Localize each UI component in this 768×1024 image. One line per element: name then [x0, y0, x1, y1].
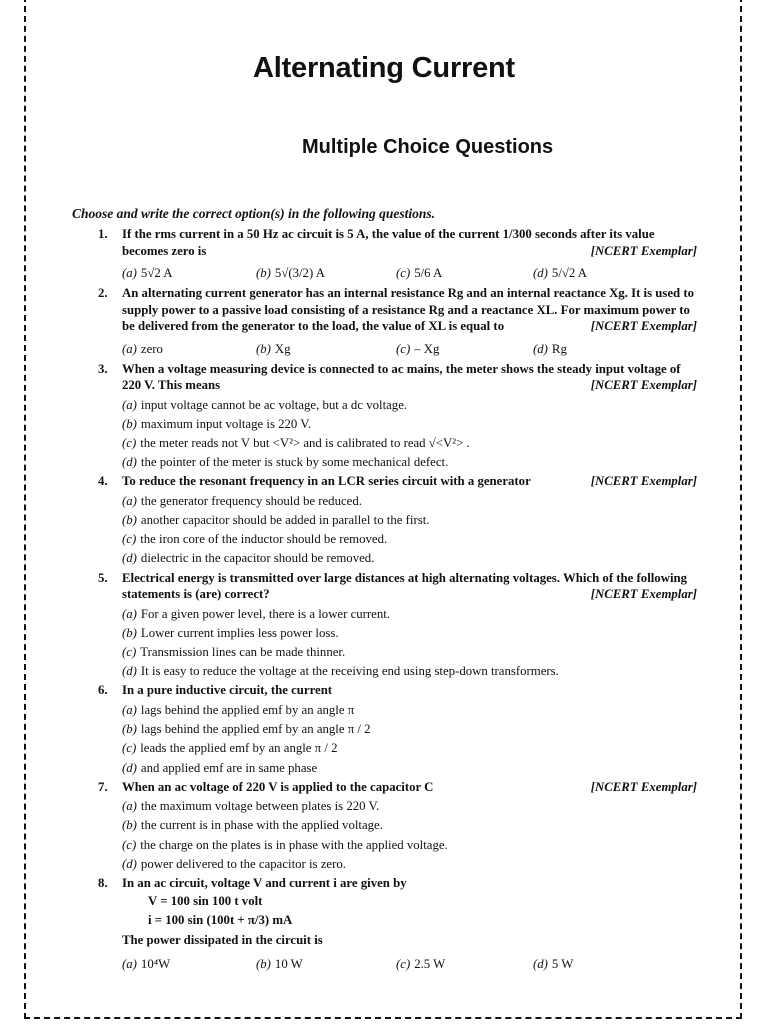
option-text: 5√(3/2) A [274, 266, 325, 280]
option-label: (d) [122, 664, 137, 679]
question-number: 4. [98, 474, 108, 489]
option-label: (b) [256, 266, 271, 280]
option-text: 10 W [274, 956, 303, 971]
options-list [72, 396, 697, 473]
source-tag: [NCERT Exemplar] [590, 779, 697, 794]
option-c[interactable] [122, 434, 697, 453]
option-b[interactable] [122, 624, 697, 643]
question-number: 8. [98, 876, 108, 891]
option-label: (c) [122, 532, 137, 547]
question-number: 2. [98, 286, 108, 300]
option-text: Xg [274, 341, 291, 356]
options-list [72, 797, 697, 874]
options-list [72, 492, 697, 569]
option-label: (b) [256, 341, 271, 356]
option-text: input voltage cannot be ac voltage, but a dc voltage. [140, 397, 408, 412]
option-label: (a) [122, 266, 137, 280]
question-stem [72, 570, 697, 603]
question-number: 3. [98, 361, 108, 376]
question-stem [72, 779, 697, 796]
option-c[interactable] [396, 955, 533, 973]
question-text: When a voltage measuring device is connected to ac mains, the meter shows the steady input voltage of 220 V. This means [122, 361, 681, 392]
option-text: leads the applied emf by an angle π / 2 [140, 741, 338, 756]
question-2 [72, 285, 697, 358]
question-1 [72, 226, 697, 282]
option-label: (a) [122, 702, 137, 717]
option-label: (a) [122, 956, 137, 971]
option-b[interactable] [256, 955, 396, 973]
option-label: (d) [122, 856, 137, 871]
option-d[interactable] [122, 759, 697, 778]
question-stem [72, 682, 697, 699]
option-label: (d) [533, 956, 548, 971]
question-stem [72, 875, 697, 892]
option-label: (d) [533, 266, 548, 280]
source-tag: [NCERT Exemplar] [590, 319, 697, 333]
page-title: Alternating Current [252, 52, 516, 84]
option-label: (a) [122, 493, 137, 508]
option-c[interactable] [122, 530, 697, 549]
equation-voltage: V = 100 sin 100 t volt [148, 893, 263, 908]
option-text: the iron core of the inductor should be removed. [140, 532, 388, 547]
question-7 [72, 779, 697, 874]
option-text: 5/√2 A [551, 266, 588, 280]
option-text: Transmission lines can be made thinner. [140, 645, 346, 660]
option-text: and applied emf are in same phase [140, 760, 318, 775]
option-label: (c) [122, 645, 137, 660]
option-text: the current is in phase with the applied voltage. [140, 818, 383, 833]
option-label: (b) [122, 416, 137, 431]
option-label: (b) [122, 513, 137, 528]
options-list [72, 701, 697, 778]
option-text: the charge on the plates is in phase with the applied voltage. [140, 837, 448, 852]
option-label: (d) [122, 551, 137, 566]
option-a[interactable] [122, 701, 697, 720]
option-text: For a given power level, there is a lower current. [140, 606, 391, 621]
option-text: another capacitor should be added in parallel to the first. [140, 513, 430, 528]
option-a[interactable] [122, 492, 697, 511]
option-label: (b) [256, 956, 271, 971]
source-tag: [NCERT Exemplar] [590, 378, 697, 392]
option-b[interactable] [122, 816, 697, 835]
option-a[interactable] [122, 396, 697, 415]
question-text: In a pure inductive circuit, the current [122, 683, 333, 698]
option-d[interactable] [122, 855, 697, 874]
options-row [72, 340, 697, 358]
option-text: It is easy to reduce the voltage at the receiving end using step-down transformers. [140, 664, 559, 679]
option-text: 10⁴W [140, 956, 171, 971]
option-c[interactable] [122, 836, 697, 855]
option-label: (d) [122, 760, 137, 775]
option-b[interactable] [256, 264, 396, 282]
question-text: Electrical energy is transmitted over large distances at high alternating voltages. Which of the following statements is (are) correct? [122, 570, 688, 602]
question-stem [72, 285, 697, 335]
option-text: the maximum voltage between plates is 220 V. [140, 799, 380, 814]
option-c[interactable] [122, 643, 697, 662]
option-label: (b) [122, 625, 137, 640]
option-label: (c) [396, 956, 411, 971]
option-c[interactable] [396, 340, 533, 358]
question-text: An alternating current generator has an internal resistance Rg and an internal reactance Xg. It is used to supply power to a passive load consisting of a resistance Rg and a reactance XL. For maximum power to be delivered from the generator to the load, the value of XL is equal to [122, 286, 695, 333]
option-label: (c) [396, 341, 411, 356]
option-text: – Xg [414, 341, 440, 356]
option-text: zero [140, 341, 163, 356]
question-stem [72, 226, 697, 259]
options-row [72, 264, 697, 282]
option-label: (a) [122, 799, 137, 814]
source-tag: [NCERT Exemplar] [590, 243, 697, 258]
question-6 [72, 682, 697, 777]
question-number: 6. [98, 683, 108, 698]
option-label: (d) [122, 455, 137, 470]
option-d[interactable] [533, 264, 653, 282]
question-text: To reduce the resonant frequency in an LCR series circuit with a generator [122, 474, 531, 489]
option-a[interactable] [122, 605, 697, 624]
option-text: lags behind the applied emf by an angle π [140, 702, 355, 717]
question-text: If the rms current in a 50 Hz ac circuit is 5 A, the value of the current 1/300 seconds after its value becomes zero is [122, 227, 655, 258]
question-5 [72, 570, 697, 682]
option-b[interactable] [122, 511, 697, 530]
question-list [72, 205, 697, 976]
option-text: Lower current implies less power loss. [140, 625, 339, 640]
option-d[interactable] [122, 549, 697, 568]
question-stem [72, 361, 697, 394]
question-text: When an ac voltage of 220 V is applied to the capacitor C [122, 779, 434, 794]
option-text: 5 W [551, 956, 574, 971]
question-3 [72, 361, 697, 473]
question-number: 7. [98, 779, 108, 794]
option-a[interactable] [122, 955, 256, 973]
option-label: (c) [122, 837, 137, 852]
option-a[interactable] [122, 340, 256, 358]
option-d[interactable] [533, 955, 653, 973]
source-tag: [NCERT Exemplar] [590, 587, 697, 602]
option-d[interactable] [122, 453, 697, 472]
section-heading: Multiple Choice Questions [302, 136, 554, 158]
question-number: 5. [98, 570, 108, 585]
source-tag: [NCERT Exemplar] [590, 474, 697, 489]
option-text: the meter reads not V but <V²> and is calibrated to read √<V²> . [140, 435, 470, 450]
question-text: In an ac circuit, voltage V and current i are given by [122, 876, 407, 891]
option-b[interactable] [256, 340, 396, 358]
option-label: (b) [122, 818, 137, 833]
option-text: Rg [551, 341, 567, 356]
option-label: (b) [122, 722, 137, 737]
option-text: maximum input voltage is 220 V. [140, 416, 312, 431]
options-row [72, 955, 697, 973]
option-text: the generator frequency should be reduced. [140, 493, 362, 508]
option-label: (c) [122, 741, 137, 756]
equation-current: i = 100 sin (100t + π/3) mA [148, 912, 293, 927]
option-a[interactable] [122, 264, 256, 282]
option-text: lags behind the applied emf by an angle π / 2 [140, 722, 371, 737]
option-label: (c) [122, 435, 137, 450]
option-text: power delivered to the capacitor is zero. [140, 856, 346, 871]
options-list [72, 605, 697, 682]
option-d[interactable] [533, 340, 653, 358]
question-8 [72, 875, 697, 973]
question-text-continued: The power dissipated in the circuit is [122, 932, 323, 947]
option-d[interactable] [122, 662, 697, 681]
option-a[interactable] [122, 797, 697, 816]
option-c[interactable] [396, 264, 533, 282]
option-label: (a) [122, 606, 137, 621]
option-b[interactable] [122, 415, 697, 434]
option-label: (d) [533, 341, 548, 356]
instruction: Choose and write the correct option(s) in the following questions. [72, 206, 436, 221]
option-text: 5/6 A [414, 266, 443, 280]
question-4 [72, 473, 697, 568]
option-b[interactable] [122, 720, 697, 739]
option-label: (a) [122, 341, 137, 356]
question-stem [72, 473, 697, 490]
option-c[interactable] [122, 739, 697, 758]
option-label: (a) [122, 397, 137, 412]
option-label: (c) [396, 266, 411, 280]
option-text: dielectric in the capacitor should be removed. [140, 551, 375, 566]
question-number: 1. [98, 227, 108, 241]
option-text: the pointer of the meter is stuck by some mechanical defect. [140, 455, 449, 470]
option-text: 5√2 A [140, 266, 173, 280]
option-text: 2.5 W [414, 956, 446, 971]
